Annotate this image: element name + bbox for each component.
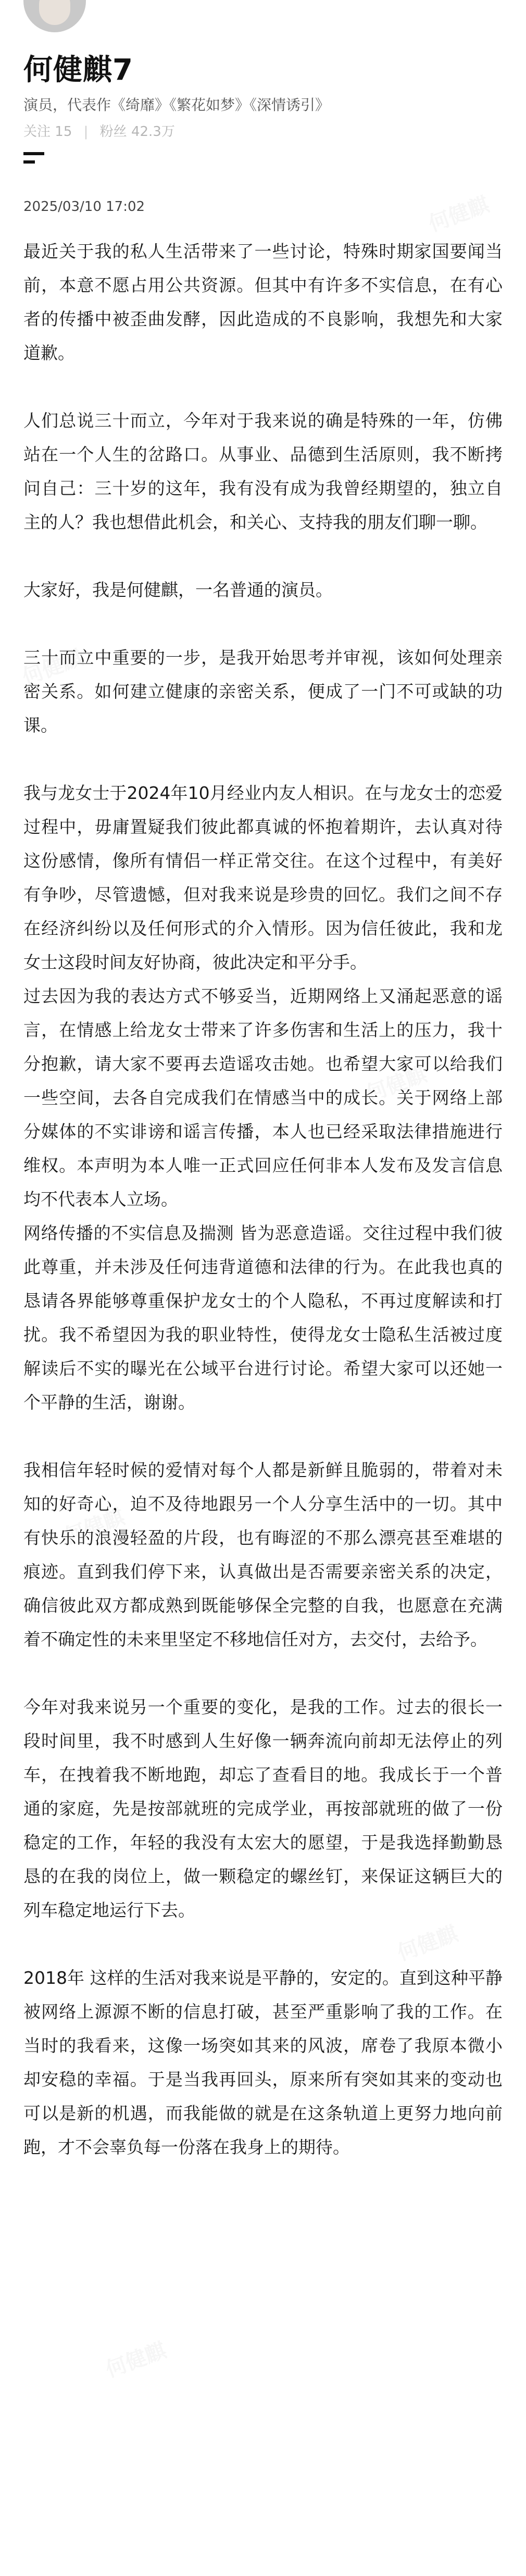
post-date: 2025/03/10 17:02: [23, 199, 145, 215]
paragraph: 今年对我来说另一个重要的变化，是我的工作。过去的很长一段时间里，我不时感到人生好像一辆奔流向前却无法停止的列车，在拽着我不断地跑，却忘了查看目的地。我成长于一个普通的家庭，先是按部就班的完成学业，再按部就班的做了一份稳定的工作，年轻的我没有太宏大的愿望，于是我选择勤勤恳恳的在我的岗位上，做一颗稳定的螺丝钉，来保证这辆巨大的列车稳定地运行下去。: [23, 1697, 503, 1920]
paragraph-gap: [23, 742, 503, 776]
paragraph: 我与龙女士于2024年10月经业内友人相识。在与龙女士的恋爱过程中，毋庸置疑我们彼此都真诚的怀抱着期许，去认真对待这份感情，像所有情侣一样正常交往。在这个过程中，有美好有争吵，尽管遗憾，但对我来说是珍贵的回忆。我们之间不存在经济纠纷以及任何形式的介入情形。因为信任彼此，我和龙女士这段时间友好协商，彼此决定和平分手。: [23, 783, 503, 972]
divider-mark: [23, 152, 44, 164]
watermark: [101, 2334, 170, 2383]
following-count[interactable]: 15: [55, 124, 72, 140]
paragraph-gap: [23, 370, 503, 404]
stats-divider: |: [83, 124, 89, 140]
profile-stats: [23, 121, 175, 140]
followers-count[interactable]: 42.3万: [131, 124, 175, 140]
paragraph: 过去因为我的表达方式不够妥当，近期网络上又涌起恶意的谣言，在情感上给龙女士带来了许多伤害和生活上的压力，我十分抱歉，请大家不要再去造谣攻击她。也希望大家可以给我们一些空间，去各自完成我们在情感当中的成长。关于网络上部分媒体的不实诽谤和谣言传播，本人也已经采取法律措施进行维权。本声明为本人唯一正式回应任何非本人发布及发言信息均不代表本人立场。: [23, 986, 503, 1209]
paragraph: 人们总说三十而立，今年对于我来说的确是特殊的一年，仿佛站在一个人生的岔路口。从事业、品德到生活原则，我不断拷问自己：三十岁的这年，我有没有成为我曾经期望的，独立自主的人？我也想借此机会，和关心、支持我的朋友们聊一聊。: [23, 410, 503, 532]
profile-description: 演员，代表作《绮靡》《繁花如梦》《深情诱引》: [23, 96, 330, 114]
paragraph: 我相信年轻时候的爱情对每个人都是新鲜且脆弱的，带着对未知的好奇心，迫不及待地跟另一个人分享生活中的一切。其中有快乐的浪漫轻盈的片段，也有晦涩的不那么漂亮甚至难堪的痕迹。直到我们停下来，认真做出是否需要亲密关系的决定，确信彼此双方都成熟到既能够保全完整的自我，也愿意在充满着不确定性的未来里坚定不移地信任对方，去交付，去给予。: [23, 1460, 503, 1649]
divider-bar-short: [23, 160, 35, 164]
watermark: [424, 188, 493, 237]
paragraph: 三十而立中重要的一步，是我开始思考并审视，该如何处理亲密关系。如何建立健康的亲密关系，便成了一门不可或缺的功课。: [23, 647, 503, 735]
avatar-face: [39, 0, 70, 25]
profile-name[interactable]: 何健麒7: [23, 53, 133, 87]
followers-label[interactable]: 粉丝: [99, 124, 127, 140]
paragraph: 2018年 这样的生活对我来说是平静的，安定的。直到这种平静被网络上源源不断的信息打破，甚至严重影响了我的工作。在当时的我看来，这像一场突如其来的风波，席卷了我原本微小却安稳的幸福。于是当我再回头，原来所有突如其来的变动也可以是新的机遇，而我能做的就是在这条轨道上更努力地向前跑，才不会辜负每一份落在我身上的期待。: [23, 1968, 503, 2157]
paragraph: 网络传播的不实信息及揣测 皆为恶意造谣。交往过程中我们彼此尊重，并未涉及任何违背道德和法律的行为。在此我也真的恳请各界能够尊重保护龙女士的个人隐私，不再过度解读和打扰。我不希望因为我的职业特性，使得龙女士隐私生活被过度解读后不实的曝光在公域平台进行讨论。希望大家可以还她一个平静的生活，谢谢。: [23, 1223, 503, 1412]
paragraph-gap: [23, 539, 503, 573]
paragraph-gap: [23, 607, 503, 641]
following-label[interactable]: 关注: [23, 124, 51, 140]
avatar[interactable]: [23, 0, 86, 32]
paragraph: 最近关于我的私人生活带来了一些讨论，特殊时期家国要闻当前，本意不愿占用公共资源。但其中有许多不实信息，在有心者的传播中被歪曲发酵，因此造成的不良影响，我想先和大家道歉。: [23, 241, 503, 363]
paragraph-gap: [23, 1656, 503, 1690]
divider-bar-long: [23, 152, 44, 155]
paragraph: 大家好，我是何健麒，一名普通的演员。: [23, 580, 333, 600]
post-content: [23, 234, 503, 2164]
paragraph-gap: [23, 1419, 503, 1453]
